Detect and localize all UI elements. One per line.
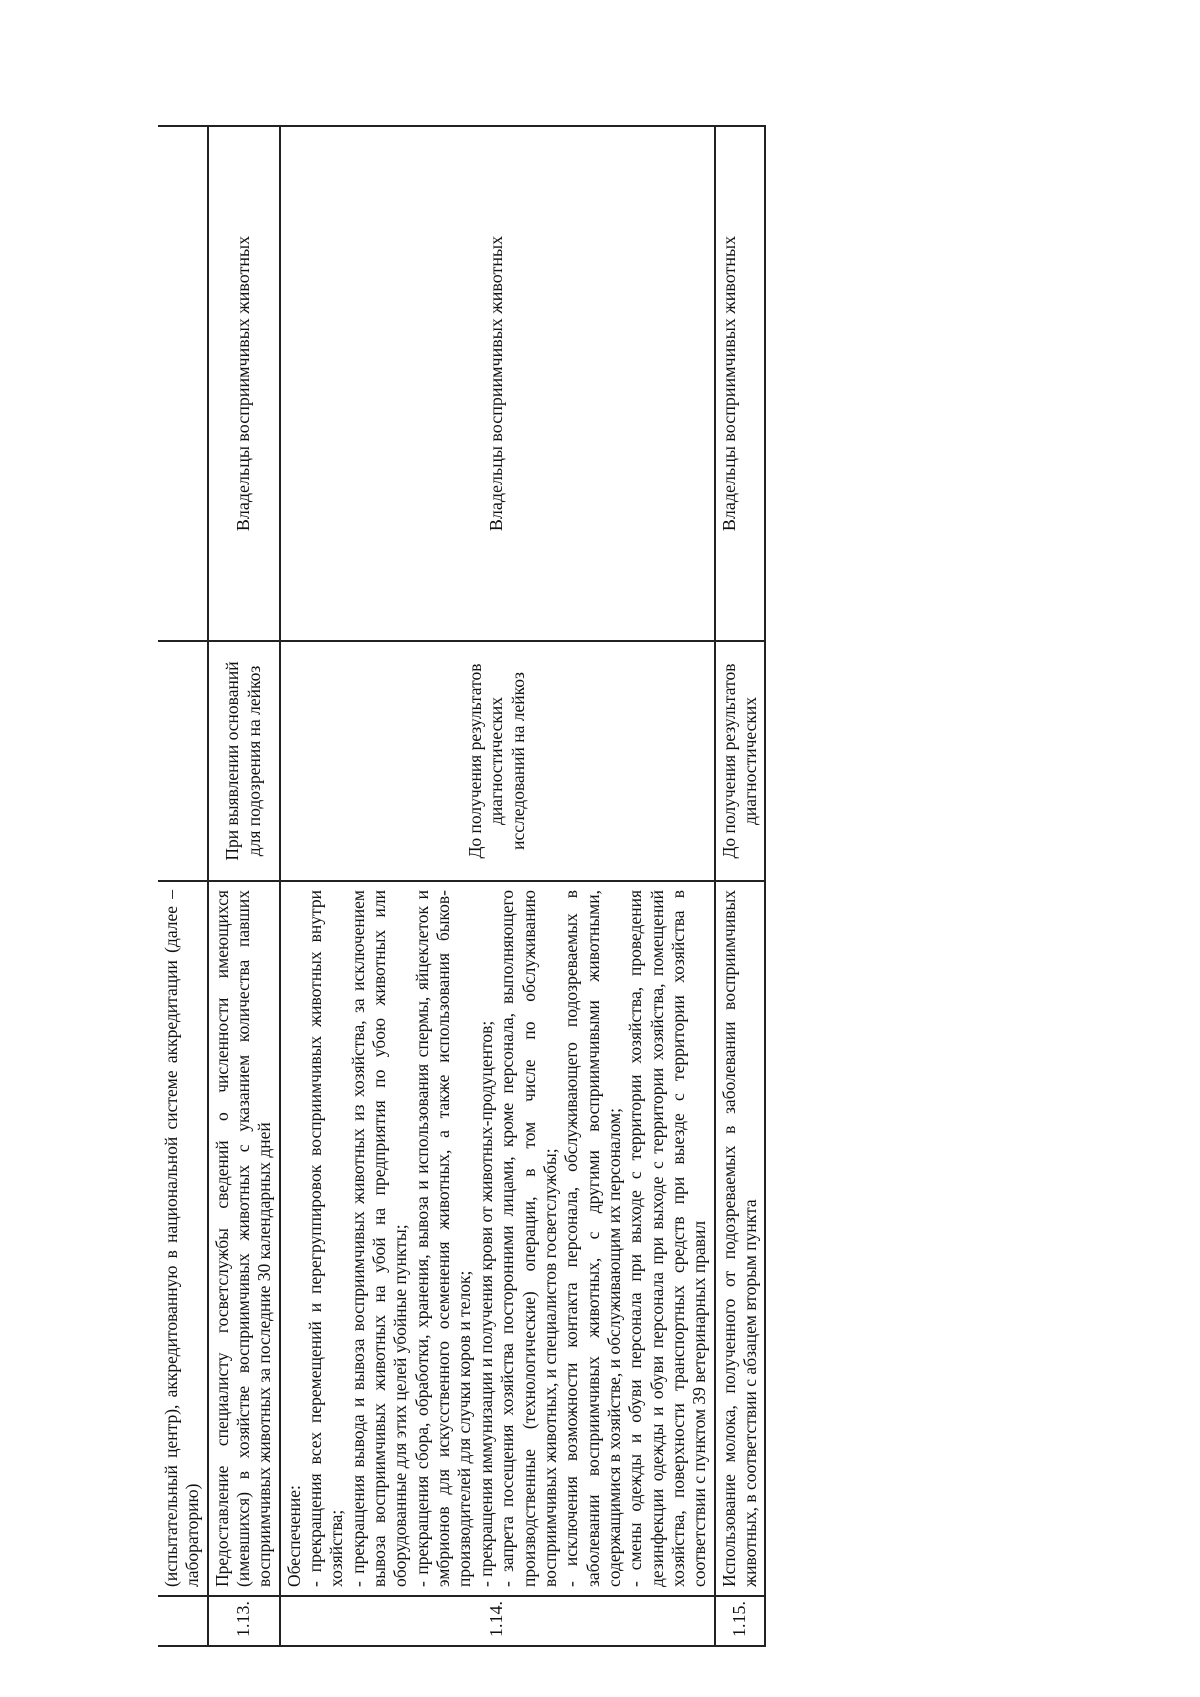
- description-line: - запрета посещения хозяйства посторонними лицами, кроме персонала, выполняющего производственные (технологические) операции, в том числе по обслуживанию восприимчивых животных, и специалистов госветслужбы;: [497, 890, 560, 1587]
- table-row: [208, 126, 280, 1646]
- row-term: [158, 641, 208, 881]
- description-line: - прекращения иммунизации и получения крови от животных-продуцентов;: [475, 1020, 496, 1587]
- row-number: 1.15.: [715, 1596, 766, 1646]
- description-line: - смены одежды и обуви персонала при выходе с территории хозяйства, проведения дезинфекции одежды и обуви персонала при выходе с территории хозяйства, помещений хозяйства, поверхности транспортных средств при выезде с территории хозяйства в соответствии с пунктом 39 ветеринарных правил: [625, 890, 710, 1587]
- table-row: [715, 126, 766, 1646]
- row-term: При выявлении оснований для подозрения на лейкоз: [208, 641, 280, 881]
- row-number: 1.14.: [280, 1596, 715, 1646]
- description-line: Использование молока, полученного от подозреваемых в заболевании восприимчивых животных, в соответствии с абзацем вторым пункта: [718, 890, 760, 1587]
- row-description: [715, 881, 766, 1596]
- description-line: Предоставление специалисту госветслужбы сведений о численности имеющихся (имевшихся) в хозяйстве восприимчивых животных с указанием количества павших восприимчивых животных за последние 30 календарных дней: [211, 890, 275, 1587]
- measures-table: [158, 125, 766, 1647]
- table-row: [158, 126, 208, 1646]
- row-number: [158, 1596, 208, 1646]
- description-line: - прекращения вывода и вывоза восприимчивых животных из хозяйства, за исключением вывоза восприимчивых животных на убой на предприятия по убою животных или оборудованные для этих целей убойные пункты;: [347, 890, 411, 1587]
- description-line: - прекращения всех перемещений и перегруппировок восприимчивых животных внутри хозяйства;: [305, 890, 347, 1587]
- row-number: 1.13.: [208, 1596, 280, 1646]
- description-line: (испытательный центр), аккредитованную в национальной системе аккредитации (далее – лабораторию): [161, 890, 203, 1587]
- row-term: До получения результатов диагностических исследований на лейкоз: [280, 641, 715, 881]
- row-responsible: [158, 126, 208, 641]
- table-row: [280, 126, 715, 1646]
- description-line: Обеспечение:: [283, 1485, 304, 1587]
- row-responsible: Владельцы восприимчивых животных: [715, 126, 766, 641]
- row-term: До получения результатов диагностических: [715, 641, 766, 881]
- description-line: - прекращения сбора, обработки, хранения, вывоза и использования спермы, яйцеклеток и эмбрионов для искусственного осеменения животных, а также использования быков-производителей для случки коров и телок;: [411, 890, 475, 1587]
- row-description: [158, 881, 208, 1596]
- row-responsible: Владельцы восприимчивых животных: [208, 126, 280, 641]
- row-description: [280, 881, 715, 1596]
- row-responsible: Владельцы восприимчивых животных: [280, 126, 715, 641]
- row-description: [208, 881, 280, 1596]
- description-line: - исключения возможности контакта персонала, обслуживающего подозреваемых в заболевании восприимчивых животных, с другими восприимчивыми животными, содержащимися в хозяйстве, и обслуживающим их персоналом;: [561, 890, 624, 1587]
- rotated-document-page: [158, 127, 1098, 1647]
